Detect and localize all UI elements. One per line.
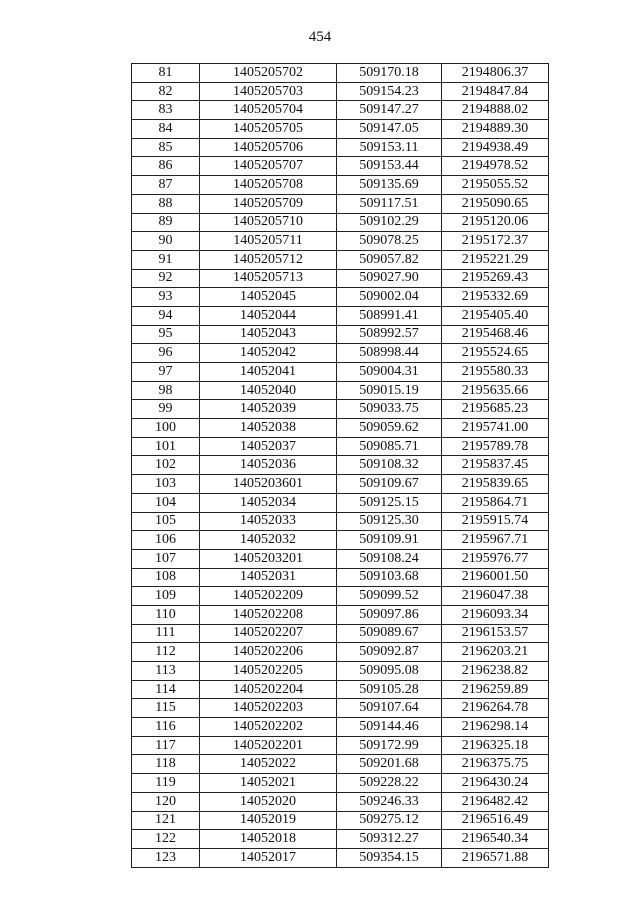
x-coordinate-cell: 509102.29: [337, 213, 442, 232]
table-row: [132, 213, 549, 232]
point-id-cell: 1405202204: [200, 680, 337, 699]
y-coordinate-cell: 2196325.18: [442, 736, 549, 755]
coordinates-table: [131, 63, 549, 868]
table-row: [132, 568, 549, 587]
table-row: [132, 456, 549, 475]
x-coordinate-cell: 509085.71: [337, 437, 442, 456]
y-coordinate-cell: 2195405.40: [442, 306, 549, 325]
point-number-cell: 105: [132, 512, 200, 531]
y-coordinate-cell: 2195221.29: [442, 250, 549, 269]
y-coordinate-cell: 2195269.43: [442, 269, 549, 288]
table-row: [132, 755, 549, 774]
table-row: [132, 624, 549, 643]
point-id-cell: 1405202203: [200, 699, 337, 718]
table-row: [132, 830, 549, 849]
point-number-cell: 92: [132, 269, 200, 288]
point-number-cell: 118: [132, 755, 200, 774]
point-id-cell: 1405202206: [200, 643, 337, 662]
x-coordinate-cell: 509135.69: [337, 176, 442, 195]
x-coordinate-cell: 509153.11: [337, 138, 442, 157]
table-row: [132, 64, 549, 83]
table-row: [132, 325, 549, 344]
point-id-cell: 1405205711: [200, 232, 337, 251]
y-coordinate-cell: 2196430.24: [442, 774, 549, 793]
point-id-cell: 14052039: [200, 400, 337, 419]
point-number-cell: 122: [132, 830, 200, 849]
point-number-cell: 87: [132, 176, 200, 195]
table-row: [132, 493, 549, 512]
y-coordinate-cell: 2195524.65: [442, 344, 549, 363]
point-id-cell: 1405205709: [200, 194, 337, 213]
table-row: [132, 736, 549, 755]
x-coordinate-cell: 509109.67: [337, 475, 442, 494]
point-number-cell: 93: [132, 288, 200, 307]
point-id-cell: 1405205705: [200, 120, 337, 139]
point-number-cell: 109: [132, 587, 200, 606]
table-row: [132, 82, 549, 101]
point-number-cell: 86: [132, 157, 200, 176]
table-row: [132, 774, 549, 793]
point-number-cell: 90: [132, 232, 200, 251]
point-number-cell: 95: [132, 325, 200, 344]
y-coordinate-cell: 2194938.49: [442, 138, 549, 157]
point-id-cell: 14052019: [200, 811, 337, 830]
point-id-cell: 14052040: [200, 381, 337, 400]
point-id-cell: 1405202202: [200, 718, 337, 737]
point-id-cell: 1405205707: [200, 157, 337, 176]
point-id-cell: 14052043: [200, 325, 337, 344]
point-id-cell: 14052017: [200, 848, 337, 867]
table-row: [132, 101, 549, 120]
y-coordinate-cell: 2196264.78: [442, 699, 549, 718]
point-id-cell: 1405205706: [200, 138, 337, 157]
y-coordinate-cell: 2195915.74: [442, 512, 549, 531]
point-number-cell: 106: [132, 531, 200, 550]
x-coordinate-cell: 509004.31: [337, 363, 442, 382]
table-row: [132, 512, 549, 531]
y-coordinate-cell: 2195967.71: [442, 531, 549, 550]
y-coordinate-cell: 2195332.69: [442, 288, 549, 307]
point-number-cell: 94: [132, 306, 200, 325]
point-id-cell: 14052038: [200, 419, 337, 438]
point-number-cell: 117: [132, 736, 200, 755]
table-row: [132, 792, 549, 811]
point-id-cell: 14052022: [200, 755, 337, 774]
point-number-cell: 113: [132, 662, 200, 681]
table-row: [132, 848, 549, 867]
point-id-cell: 1405202209: [200, 587, 337, 606]
coordinates-table-body: [132, 64, 549, 868]
point-number-cell: 110: [132, 605, 200, 624]
point-number-cell: 97: [132, 363, 200, 382]
point-id-cell: 14052042: [200, 344, 337, 363]
table-row: [132, 120, 549, 139]
y-coordinate-cell: 2195172.37: [442, 232, 549, 251]
x-coordinate-cell: 509097.86: [337, 605, 442, 624]
x-coordinate-cell: 509078.25: [337, 232, 442, 251]
point-number-cell: 116: [132, 718, 200, 737]
table-row: [132, 437, 549, 456]
y-coordinate-cell: 2194889.30: [442, 120, 549, 139]
point-number-cell: 111: [132, 624, 200, 643]
table-row: [132, 587, 549, 606]
x-coordinate-cell: 509099.52: [337, 587, 442, 606]
y-coordinate-cell: 2195837.45: [442, 456, 549, 475]
x-coordinate-cell: 509147.05: [337, 120, 442, 139]
x-coordinate-cell: 509057.82: [337, 250, 442, 269]
x-coordinate-cell: 509059.62: [337, 419, 442, 438]
table-row: [132, 811, 549, 830]
point-number-cell: 115: [132, 699, 200, 718]
x-coordinate-cell: 509228.22: [337, 774, 442, 793]
point-id-cell: 1405205710: [200, 213, 337, 232]
point-id-cell: 1405205712: [200, 250, 337, 269]
table-row: [132, 680, 549, 699]
y-coordinate-cell: 2194806.37: [442, 64, 549, 83]
x-coordinate-cell: 509027.90: [337, 269, 442, 288]
point-number-cell: 103: [132, 475, 200, 494]
x-coordinate-cell: 509002.04: [337, 288, 442, 307]
point-id-cell: 14052044: [200, 306, 337, 325]
point-number-cell: 99: [132, 400, 200, 419]
x-coordinate-cell: 509201.68: [337, 755, 442, 774]
table-row: [132, 306, 549, 325]
point-id-cell: 14052021: [200, 774, 337, 793]
point-id-cell: 1405202201: [200, 736, 337, 755]
point-number-cell: 91: [132, 250, 200, 269]
table-row: [132, 176, 549, 195]
y-coordinate-cell: 2195976.77: [442, 549, 549, 568]
table-row: [132, 157, 549, 176]
x-coordinate-cell: 509147.27: [337, 101, 442, 120]
table-row: [132, 699, 549, 718]
point-id-cell: 1405202205: [200, 662, 337, 681]
table-row: [132, 531, 549, 550]
table-row: [132, 381, 549, 400]
y-coordinate-cell: 2196153.57: [442, 624, 549, 643]
y-coordinate-cell: 2196203.21: [442, 643, 549, 662]
point-number-cell: 98: [132, 381, 200, 400]
y-coordinate-cell: 2195685.23: [442, 400, 549, 419]
x-coordinate-cell: 508992.57: [337, 325, 442, 344]
table-row: [132, 549, 549, 568]
y-coordinate-cell: 2196001.50: [442, 568, 549, 587]
table-row: [132, 605, 549, 624]
x-coordinate-cell: 509154.23: [337, 82, 442, 101]
point-id-cell: 14052045: [200, 288, 337, 307]
x-coordinate-cell: 509170.18: [337, 64, 442, 83]
point-id-cell: 14052032: [200, 531, 337, 550]
point-number-cell: 114: [132, 680, 200, 699]
x-coordinate-cell: 509312.27: [337, 830, 442, 849]
y-coordinate-cell: 2195789.78: [442, 437, 549, 456]
point-id-cell: 1405202207: [200, 624, 337, 643]
point-id-cell: 1405205713: [200, 269, 337, 288]
y-coordinate-cell: 2195839.65: [442, 475, 549, 494]
table-row: [132, 232, 549, 251]
point-number-cell: 85: [132, 138, 200, 157]
x-coordinate-cell: 509108.24: [337, 549, 442, 568]
x-coordinate-cell: 509103.68: [337, 568, 442, 587]
y-coordinate-cell: 2196238.82: [442, 662, 549, 681]
y-coordinate-cell: 2196047.38: [442, 587, 549, 606]
point-id-cell: 1405202208: [200, 605, 337, 624]
table-row: [132, 250, 549, 269]
table-row: [132, 475, 549, 494]
y-coordinate-cell: 2196540.34: [442, 830, 549, 849]
y-coordinate-cell: 2195090.65: [442, 194, 549, 213]
y-coordinate-cell: 2196571.88: [442, 848, 549, 867]
x-coordinate-cell: 509246.33: [337, 792, 442, 811]
point-number-cell: 88: [132, 194, 200, 213]
y-coordinate-cell: 2195580.33: [442, 363, 549, 382]
x-coordinate-cell: 509125.15: [337, 493, 442, 512]
point-number-cell: 123: [132, 848, 200, 867]
table-row: [132, 288, 549, 307]
table-row: [132, 363, 549, 382]
y-coordinate-cell: 2195741.00: [442, 419, 549, 438]
y-coordinate-cell: 2196093.34: [442, 605, 549, 624]
y-coordinate-cell: 2196298.14: [442, 718, 549, 737]
point-number-cell: 81: [132, 64, 200, 83]
point-id-cell: 14052041: [200, 363, 337, 382]
point-number-cell: 120: [132, 792, 200, 811]
point-number-cell: 102: [132, 456, 200, 475]
table-row: [132, 194, 549, 213]
y-coordinate-cell: 2196375.75: [442, 755, 549, 774]
x-coordinate-cell: 509092.87: [337, 643, 442, 662]
point-id-cell: 14052018: [200, 830, 337, 849]
x-coordinate-cell: 509144.46: [337, 718, 442, 737]
point-number-cell: 96: [132, 344, 200, 363]
y-coordinate-cell: 2195055.52: [442, 176, 549, 195]
x-coordinate-cell: 509275.12: [337, 811, 442, 830]
point-number-cell: 112: [132, 643, 200, 662]
table-row: [132, 643, 549, 662]
point-id-cell: 1405203201: [200, 549, 337, 568]
point-id-cell: 14052034: [200, 493, 337, 512]
point-id-cell: 14052037: [200, 437, 337, 456]
y-coordinate-cell: 2196482.42: [442, 792, 549, 811]
point-id-cell: 1405205703: [200, 82, 337, 101]
point-number-cell: 107: [132, 549, 200, 568]
point-number-cell: 82: [132, 82, 200, 101]
y-coordinate-cell: 2195864.71: [442, 493, 549, 512]
point-id-cell: 1405205702: [200, 64, 337, 83]
table-row: [132, 718, 549, 737]
point-number-cell: 121: [132, 811, 200, 830]
point-id-cell: 1405205704: [200, 101, 337, 120]
point-number-cell: 108: [132, 568, 200, 587]
x-coordinate-cell: 509117.51: [337, 194, 442, 213]
x-coordinate-cell: 509109.91: [337, 531, 442, 550]
y-coordinate-cell: 2194847.84: [442, 82, 549, 101]
y-coordinate-cell: 2194978.52: [442, 157, 549, 176]
point-number-cell: 100: [132, 419, 200, 438]
x-coordinate-cell: 509108.32: [337, 456, 442, 475]
y-coordinate-cell: 2196259.89: [442, 680, 549, 699]
x-coordinate-cell: 509105.28: [337, 680, 442, 699]
x-coordinate-cell: 509089.67: [337, 624, 442, 643]
point-id-cell: 14052033: [200, 512, 337, 531]
table-row: [132, 138, 549, 157]
point-id-cell: 1405203601: [200, 475, 337, 494]
x-coordinate-cell: 509015.19: [337, 381, 442, 400]
table-row: [132, 419, 549, 438]
point-number-cell: 84: [132, 120, 200, 139]
x-coordinate-cell: 509095.08: [337, 662, 442, 681]
point-number-cell: 83: [132, 101, 200, 120]
x-coordinate-cell: 509107.64: [337, 699, 442, 718]
x-coordinate-cell: 509153.44: [337, 157, 442, 176]
table-row: [132, 344, 549, 363]
x-coordinate-cell: 509125.30: [337, 512, 442, 531]
point-id-cell: 14052020: [200, 792, 337, 811]
y-coordinate-cell: 2194888.02: [442, 101, 549, 120]
point-number-cell: 89: [132, 213, 200, 232]
point-number-cell: 119: [132, 774, 200, 793]
page-number: 454: [308, 29, 332, 45]
y-coordinate-cell: 2195468.46: [442, 325, 549, 344]
x-coordinate-cell: 508991.41: [337, 306, 442, 325]
x-coordinate-cell: 509033.75: [337, 400, 442, 419]
x-coordinate-cell: 509172.99: [337, 736, 442, 755]
table-row: [132, 269, 549, 288]
x-coordinate-cell: 509354.15: [337, 848, 442, 867]
y-coordinate-cell: 2196516.49: [442, 811, 549, 830]
table-row: [132, 662, 549, 681]
point-number-cell: 101: [132, 437, 200, 456]
x-coordinate-cell: 508998.44: [337, 344, 442, 363]
y-coordinate-cell: 2195635.66: [442, 381, 549, 400]
point-id-cell: 14052031: [200, 568, 337, 587]
table-row: [132, 400, 549, 419]
y-coordinate-cell: 2195120.06: [442, 213, 549, 232]
point-number-cell: 104: [132, 493, 200, 512]
point-id-cell: 1405205708: [200, 176, 337, 195]
point-id-cell: 14052036: [200, 456, 337, 475]
